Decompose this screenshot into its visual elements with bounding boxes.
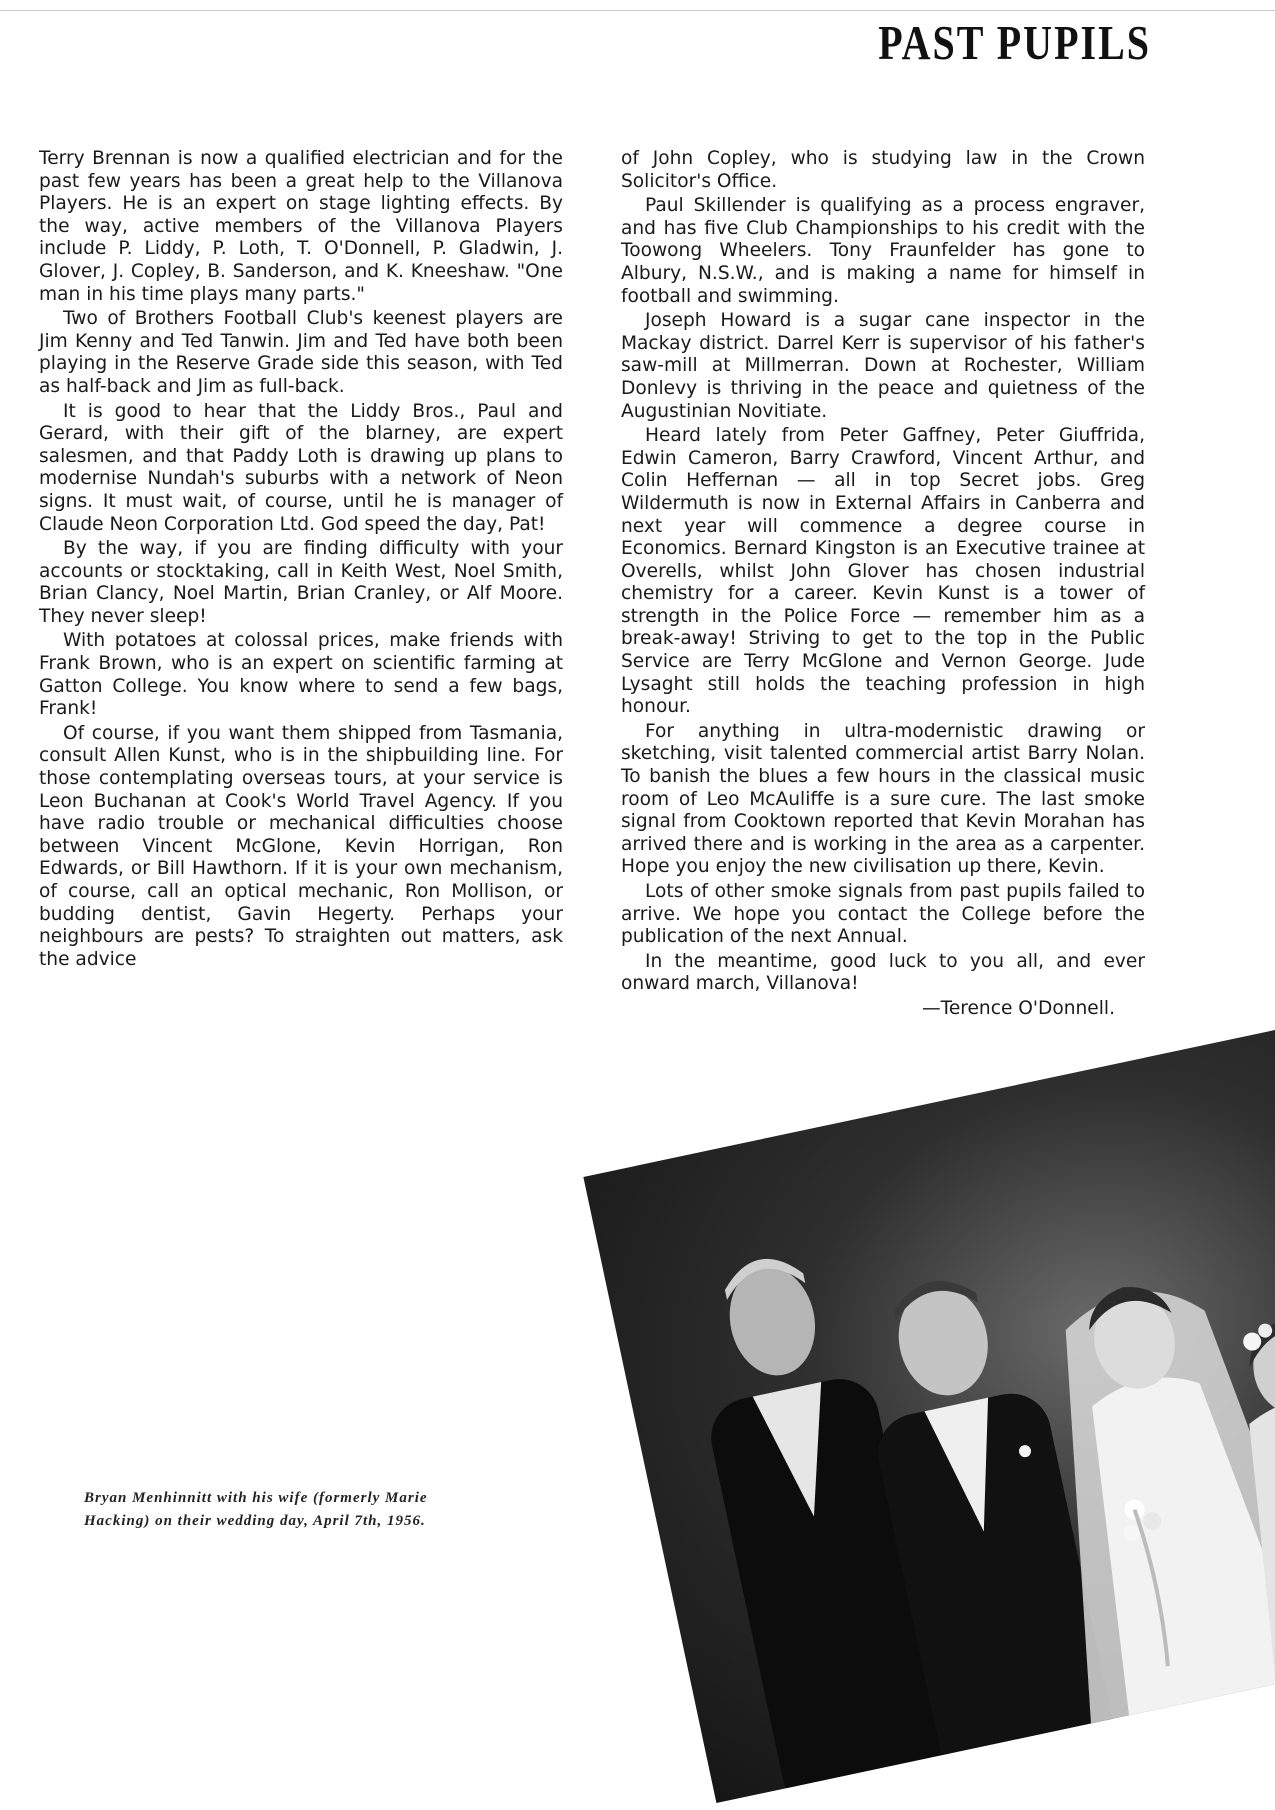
paragraph: of John Copley, who is studying law in the Crown Solicitor's Office. xyxy=(621,148,1145,192)
paragraph: For anything in ultra-modernistic drawing or sketching, visit talented commercial artist Barry Nolan. To banish the blues a few hours in the classical music room of Leo McAuliffe is a sure cure. The last smoke signal from Cooktown reported that Kevin Morahan has arrived there and is working in the area as a carpenter. Hope you enjoy the new civilisation up there, Kevin. xyxy=(621,720,1145,878)
page-title: PAST PUPILS xyxy=(878,15,1151,71)
paragraph: Terry Brennan is now a qualified electrician and for the past few years has been a great help to the Villanova Players. He is an expert on stage lighting effects. By the way, active members of the Villanova Players include P. Liddy, P. Loth, T. O'Donnell, P. Gladwin, J. Glover, J. Copley, B. Sanderson, and K. Kneeshaw. "One man in his time plays many parts." xyxy=(39,148,563,305)
author-signature: —Terence O'Donnell. xyxy=(922,997,1115,1019)
left-column xyxy=(39,148,563,971)
paragraph: Two of Brothers Football Club's keenest players are Jim Kenny and Ted Tanwin. Jim and Ted have both been playing in the Reserve Grade side this season, with Ted as half-back and Jim as full-back. xyxy=(39,308,563,397)
paragraph: In the meantime, good luck to you all, and ever onward march, Villanova! xyxy=(621,950,1145,995)
wedding-photo xyxy=(583,1015,1275,1803)
paragraph: Heard lately from Peter Gaffney, Peter Giuffrida, Edwin Cameron, Barry Crawford, Vincent Arthur, and Colin Heffernan — all in top Secret jobs. Greg Wildermuth is now in External Affairs in Canberra and next year will commence a degree course in Economics. Bernard Kingston is an Executive trainee at Overells, whilst John Glover has chosen industrial chemistry for a career. Kevin Kunst is a tower of strength in the Police Force — remember him as a break-away! Striving to get to the top in the Public Service are Terry McGlone and Vernon George. Jude Lysaght still holds the teaching profession in high honour. xyxy=(621,425,1145,718)
paragraph: By the way, if you are finding difficulty with your accounts or stocktaking, call in Keith West, Noel Smith, Brian Clancy, Noel Martin, Brian Cranley, or Alf Moore. They never sleep! xyxy=(39,538,563,627)
photo-caption: Bryan Menhinnitt with his wife (formerly Marie Hacking) on their wedding day, April 7th, 1956. xyxy=(84,1490,428,1529)
paragraph: Of course, if you want them shipped from Tasmania, consult Allen Kunst, who is in the shipbuilding line. For those contemplating overseas tours, at your service is Leon Buchanan at Cook's World Travel Agency. If you have radio trouble or mechanical difficulties choose between Vincent McGlone, Kevin Horrigan, Ron Edwards, or Bill Hawthorn. If it is your own mechanism, of course, call an optical mechanic, Ron Mollison, or budding dentist, Gavin Hegerty. Perhaps your neighbours are pests? To straighten out matters, ask the advice xyxy=(39,722,563,970)
paragraph: With potatoes at colossal prices, make friends with Frank Brown, who is an expert on scientific farming at Gatton College. You know where to send a few bags, Frank! xyxy=(39,630,563,720)
wedding-photo-illustration xyxy=(583,1015,1275,1803)
paragraph: Joseph Howard is a sugar cane inspector in the Mackay district. Darrel Kerr is supervisor of his father's saw-mill at Millmerran. Down at Rochester, William Donlevy is thriving in the peace and quietness of the Augustinian Novitiate. xyxy=(621,310,1145,422)
paragraph: It is good to hear that the Liddy Bros., Paul and Gerard, with their gift of the blarney, are expert salesmen, and that Paddy Loth is drawing up plans to modernise Nundah's suburbs with a network of Neon signs. It must wait, of course, until he is manager of Claude Neon Corporation Ltd. God speed the day, Pat! xyxy=(39,400,563,535)
wedding-photo-frame xyxy=(610,1110,1275,1810)
paragraph: Lots of other smoke signals from past pupils failed to arrive. We hope you contact the College before the publication of the next Annual. xyxy=(621,881,1145,948)
paragraph: Paul Skillender is qualifying as a process engraver, and has five Club Championships to his credit with the Toowong Wheelers. Tony Fraunfelder has gone to Albury, N.S.W., and is making a name for himself in football and swimming. xyxy=(621,195,1145,307)
right-column xyxy=(621,148,1145,1021)
top-rule xyxy=(0,10,1275,11)
